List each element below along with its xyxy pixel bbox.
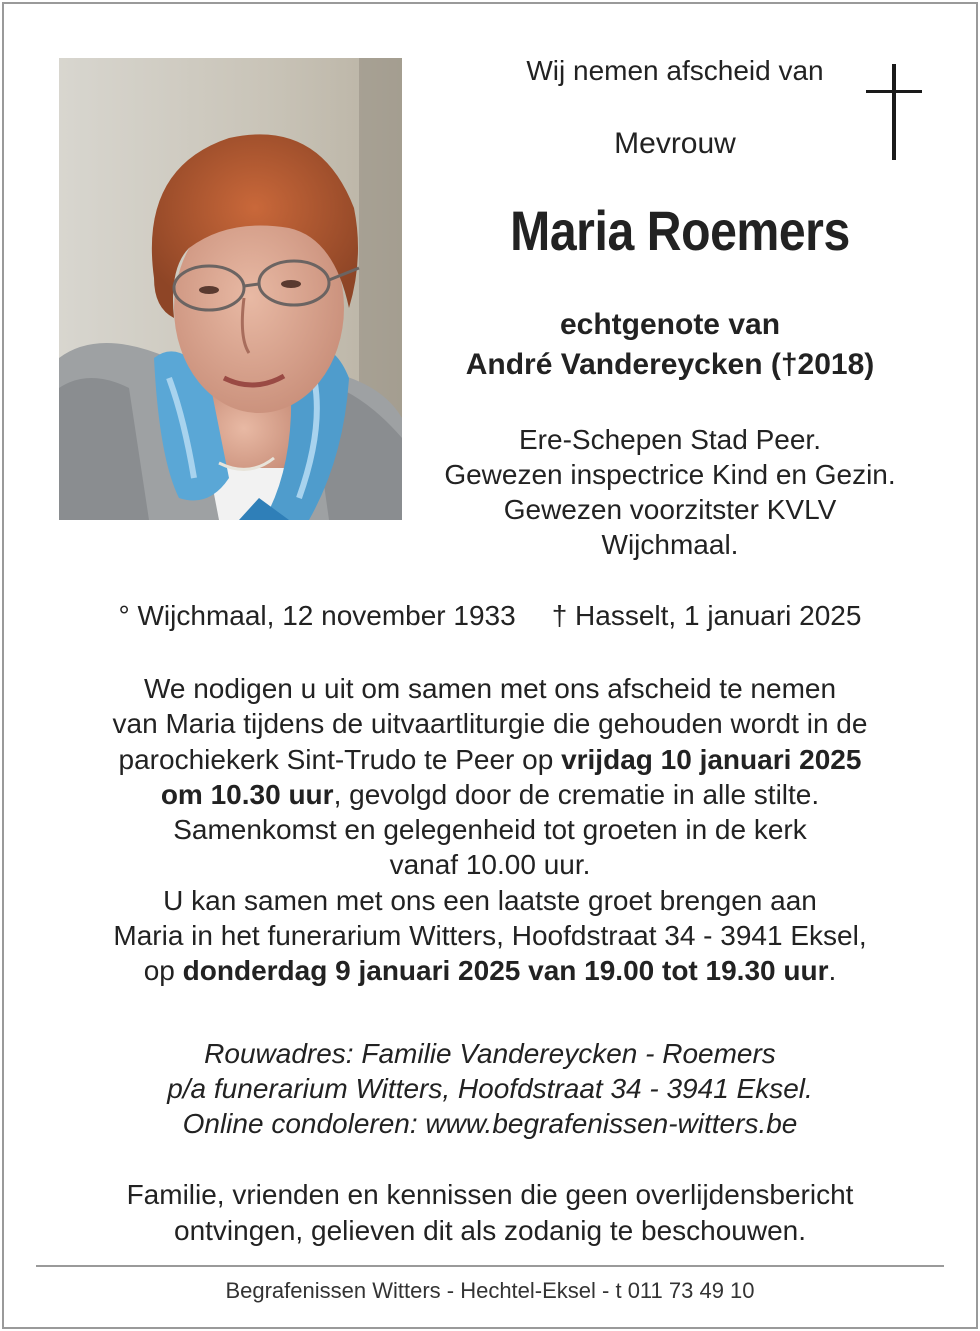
invitation-line: Samenkomst en gelegenheid tot groeten in de kerk xyxy=(173,814,807,846)
closing-block xyxy=(20,1177,960,1249)
funeral-time: om 10.30 uur xyxy=(160,778,334,810)
invitation-line: vanaf 10.00 uur. xyxy=(389,849,591,881)
funeral-date: vrijdag 10 januari 2025 xyxy=(561,743,862,775)
address-line: Rouwadres: Familie Vandereycken - Roemers xyxy=(204,1038,776,1069)
condolence-link: Online condoleren: www.begrafenissen-witters.be xyxy=(182,1108,798,1139)
footer-divider xyxy=(36,1265,944,1267)
invitation-line: Maria in het funerarium Witters, Hoofdstraat 34 - 3941 Eksel, xyxy=(113,920,867,952)
roles-block xyxy=(400,422,940,562)
invitation-text: parochiekerk Sint-Trudo te Peer op xyxy=(118,743,562,775)
portrait-photo xyxy=(59,58,402,520)
portrait-illustration xyxy=(59,58,402,520)
invitation-line: van Maria tijdens de uitvaartliturgie die gehouden wordt in de xyxy=(112,708,868,740)
invitation-text: . xyxy=(828,955,837,987)
role-line: Gewezen voorzitster KVLV xyxy=(503,494,837,525)
death-date: † Hasselt, 1 januari 2025 xyxy=(551,600,862,631)
invitation-block xyxy=(20,671,960,989)
address-block xyxy=(20,1036,960,1141)
invitation-line: U kan samen met ons een laatste groet brengen aan xyxy=(163,884,817,916)
invitation-text: , gevolgd door de crematie in alle stilte. xyxy=(333,778,820,810)
intro-text: Wij nemen afscheid van xyxy=(526,55,824,86)
footer-text: Begrafenissen Witters - Hechtel-Eksel - t 011 73 49 10 xyxy=(225,1278,755,1303)
invitation-line xyxy=(20,777,960,812)
spouse-name: André Vandereycken (†2018) xyxy=(465,348,875,381)
invitation-text: op xyxy=(143,955,183,987)
invitation-line xyxy=(20,742,960,777)
closing-line: Familie, vrienden en kennissen die geen overlijdensbericht xyxy=(126,1179,854,1210)
spouse-line: echtgenote van xyxy=(559,308,781,341)
closing-line: ontvingen, gelieven dit als zodanig te beschouwen. xyxy=(174,1215,806,1246)
role-line: Wijchmaal. xyxy=(601,529,739,560)
role-line: Gewezen inspectrice Kind en Gezin. xyxy=(444,459,896,490)
honorific: Mevrouw xyxy=(614,127,736,160)
address-line: p/a funerarium Witters, Hoofdstraat 34 - 3941 Eksel. xyxy=(167,1073,813,1104)
birth-date: ° Wijchmaal, 12 november 1933 xyxy=(118,600,516,631)
role-line: Ere-Schepen Stad Peer. xyxy=(519,424,821,455)
invitation-line xyxy=(20,953,960,988)
spouse-block xyxy=(400,305,940,385)
dates-line xyxy=(0,598,980,634)
deceased-name: Maria Roemers xyxy=(510,199,850,262)
visitation-time: donderdag 9 januari 2025 van 19.00 tot 19.30 uur xyxy=(182,955,829,987)
invitation-line: We nodigen u uit om samen met ons afscheid te nemen xyxy=(143,673,837,704)
